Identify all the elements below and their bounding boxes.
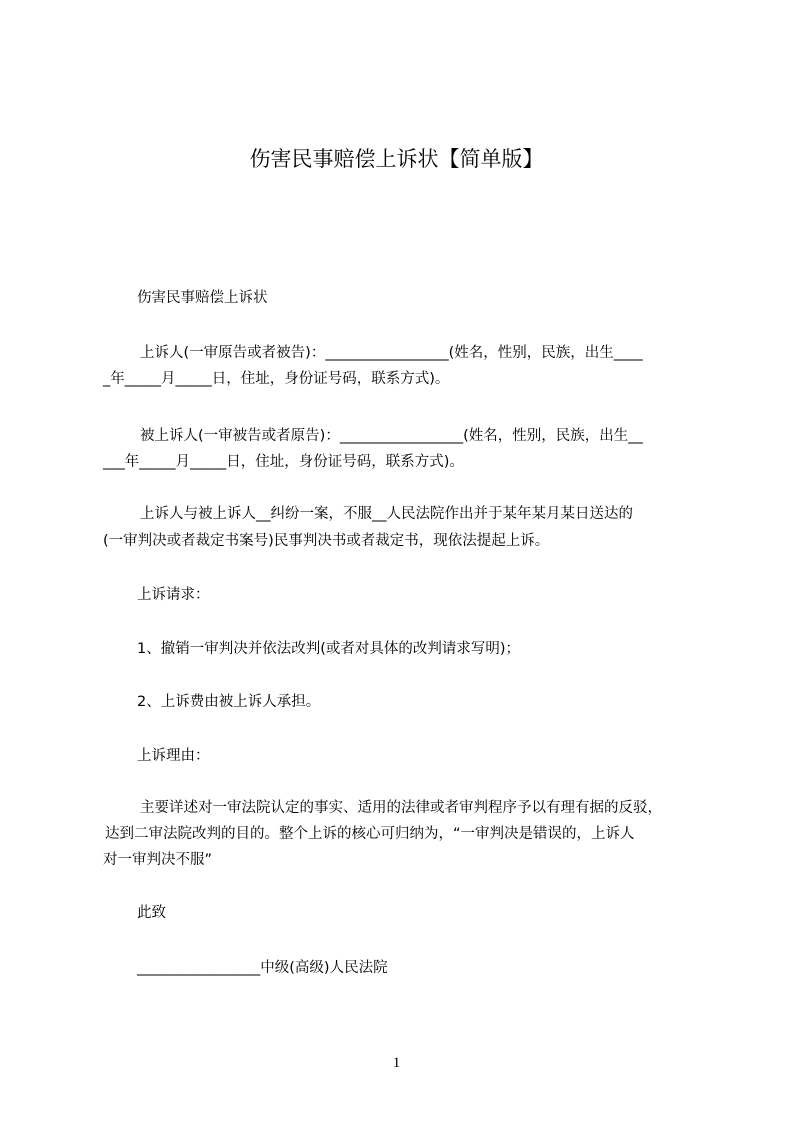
closing-line: 此致: [137, 905, 166, 921]
appellee-line-2: ___年_____月_____日，住址，身份证号码，联系方式)。: [103, 454, 464, 470]
case-line-2: (一审判决或者裁定书案号)民事判决书或者裁定书，现依法提起上诉。: [103, 533, 550, 549]
request-item-2: 2、上诉费由被上诉人承担。: [137, 694, 321, 710]
appellee-line-1: 被上诉人(一审被告或者原告)：_________________(姓名，性别，民族，出生__: [140, 428, 643, 444]
document-title: 伤害民事赔偿上诉状【简单版】: [249, 147, 544, 171]
appellant-line-1: 上诉人(一审原告或者被告)：_________________(姓名，性别，民族，出生____: [140, 345, 643, 361]
requests-heading: 上诉请求：: [137, 587, 210, 603]
reasons-line-3: 对一审判决不服”: [103, 852, 213, 868]
heading-line: 伤害民事赔偿上诉状: [137, 290, 268, 306]
case-line-1: 上诉人与被上诉人__纠纷一案，不服__人民法院作出并于某年某月某日送达的: [140, 506, 633, 522]
reasons-line-1: 主要详述对一审法院认定的事实、适用的法律或者审判程序予以有理有据的反驳，: [140, 800, 662, 816]
reasons-line-2: 达到二审法院改判的目的。整个上诉的核心可归纳为，“一审判决是错误的，上诉人: [105, 826, 635, 842]
page-number: 1: [392, 1055, 401, 1071]
request-item-1: 1、撤销一审判决并依法改判(或者对具体的改判请求写明)；: [137, 641, 521, 657]
court-line: _________________中级(高级)人民法院: [137, 960, 388, 976]
reasons-heading: 上诉理由：: [137, 748, 210, 764]
appellant-line-2: _年_____月_____日，住址，身份证号码，联系方式)。: [103, 371, 450, 387]
